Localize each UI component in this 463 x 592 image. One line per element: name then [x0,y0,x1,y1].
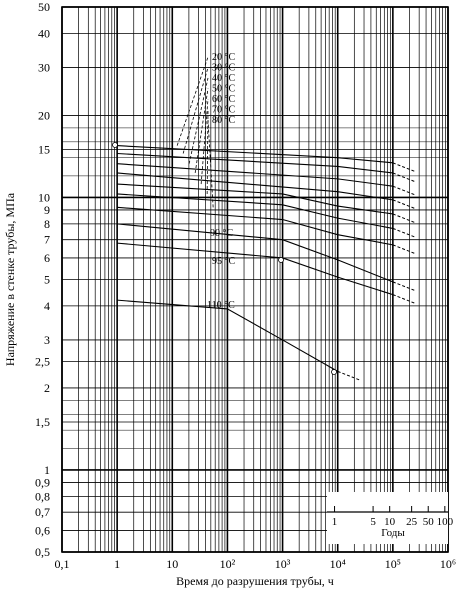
y-tick-label: 7 [44,232,50,247]
data-marker [113,143,118,148]
series-label: 80 °C [212,115,236,126]
series-line [117,164,393,186]
y-tick-label: 8 [44,216,50,231]
years-tick-label: 10 [384,516,396,528]
series-extension [393,163,415,172]
y-tick-label: 0,7 [35,505,50,520]
series-extension [393,282,415,291]
y-tick-label: 2 [44,380,50,395]
series-label: 90 °C [210,228,234,239]
x-tick-label: 10³ [274,557,291,571]
series-label: 95 °C [212,256,236,267]
y-tick-label: 30 [38,60,50,75]
x-axis-label: Время до разрушения трубы, ч [176,574,334,588]
series-label: 110 °C [207,300,235,311]
y-tick-label: 1,5 [35,414,50,429]
years-tick-label: 1 [331,516,338,528]
series-label: 20 °C [212,52,236,63]
series-label: 40 °C [212,73,236,84]
years-tick-label: 25 [406,516,418,528]
series-extension [393,186,415,195]
years-tick-label: 5 [370,516,376,528]
data-marker [279,258,284,263]
y-tick-label: 4 [44,298,50,313]
series-extension [393,228,415,237]
x-tick-label: 10⁴ [329,557,346,571]
series-line [117,207,393,245]
years-tick-label: 50 [422,516,434,528]
x-tick-label: 10⁶ [439,557,457,571]
data-marker [332,370,337,375]
series-extension [393,245,415,254]
y-tick-label: 0,6 [35,523,50,538]
x-tick-label: 0,1 [54,557,70,571]
series-line [117,243,393,295]
x-tick-label: 10⁵ [384,557,401,571]
series-line [117,184,393,214]
x-tick-label: 10 [166,557,179,571]
y-tick-label: 10 [38,190,50,205]
years-inset [327,492,454,544]
series-extension [393,173,415,182]
series-label: 30 °C [212,62,236,74]
y-tick-label: 1 [44,462,50,477]
y-tick-label: 0,9 [35,475,50,490]
y-tick-label: 6 [44,250,50,265]
y-tick-label: 15 [38,142,50,157]
series-label-leader [183,68,208,154]
series-extension [393,214,415,223]
y-tick-label: 50 [38,0,50,14]
series-extension [393,200,415,209]
y-tick-label: 40 [38,26,50,41]
y-tick-label: 2,5 [35,354,50,369]
y-tick-label: 20 [38,108,50,123]
series-line [117,224,393,282]
x-tick-label: 10² [219,557,236,571]
y-tick-label: 0,8 [35,489,50,504]
x-tick-label: 1 [114,557,121,571]
series-line [117,153,393,172]
y-axis-label: Напряжение в стенке трубы, МПа [3,192,17,367]
series-line [117,146,393,163]
series-label: 50 °C [212,83,236,95]
years-tick-label: 100 [436,516,454,528]
series-label-leader [177,57,208,146]
y-tick-label: 0,5 [35,545,50,559]
y-tick-label: 3 [44,332,50,347]
series-label: 60 °C [212,94,236,105]
series-extension [338,371,360,380]
series-label-leader [195,89,208,173]
series-layer [113,57,415,380]
series-label: 70 °C [212,104,236,116]
y-tick-label: 9 [44,202,50,217]
years-axis-label: Годы [381,527,405,539]
y-tick-label: 5 [44,272,50,287]
series-extension [393,295,415,304]
grid-layer [62,7,448,552]
series-line [117,194,393,228]
